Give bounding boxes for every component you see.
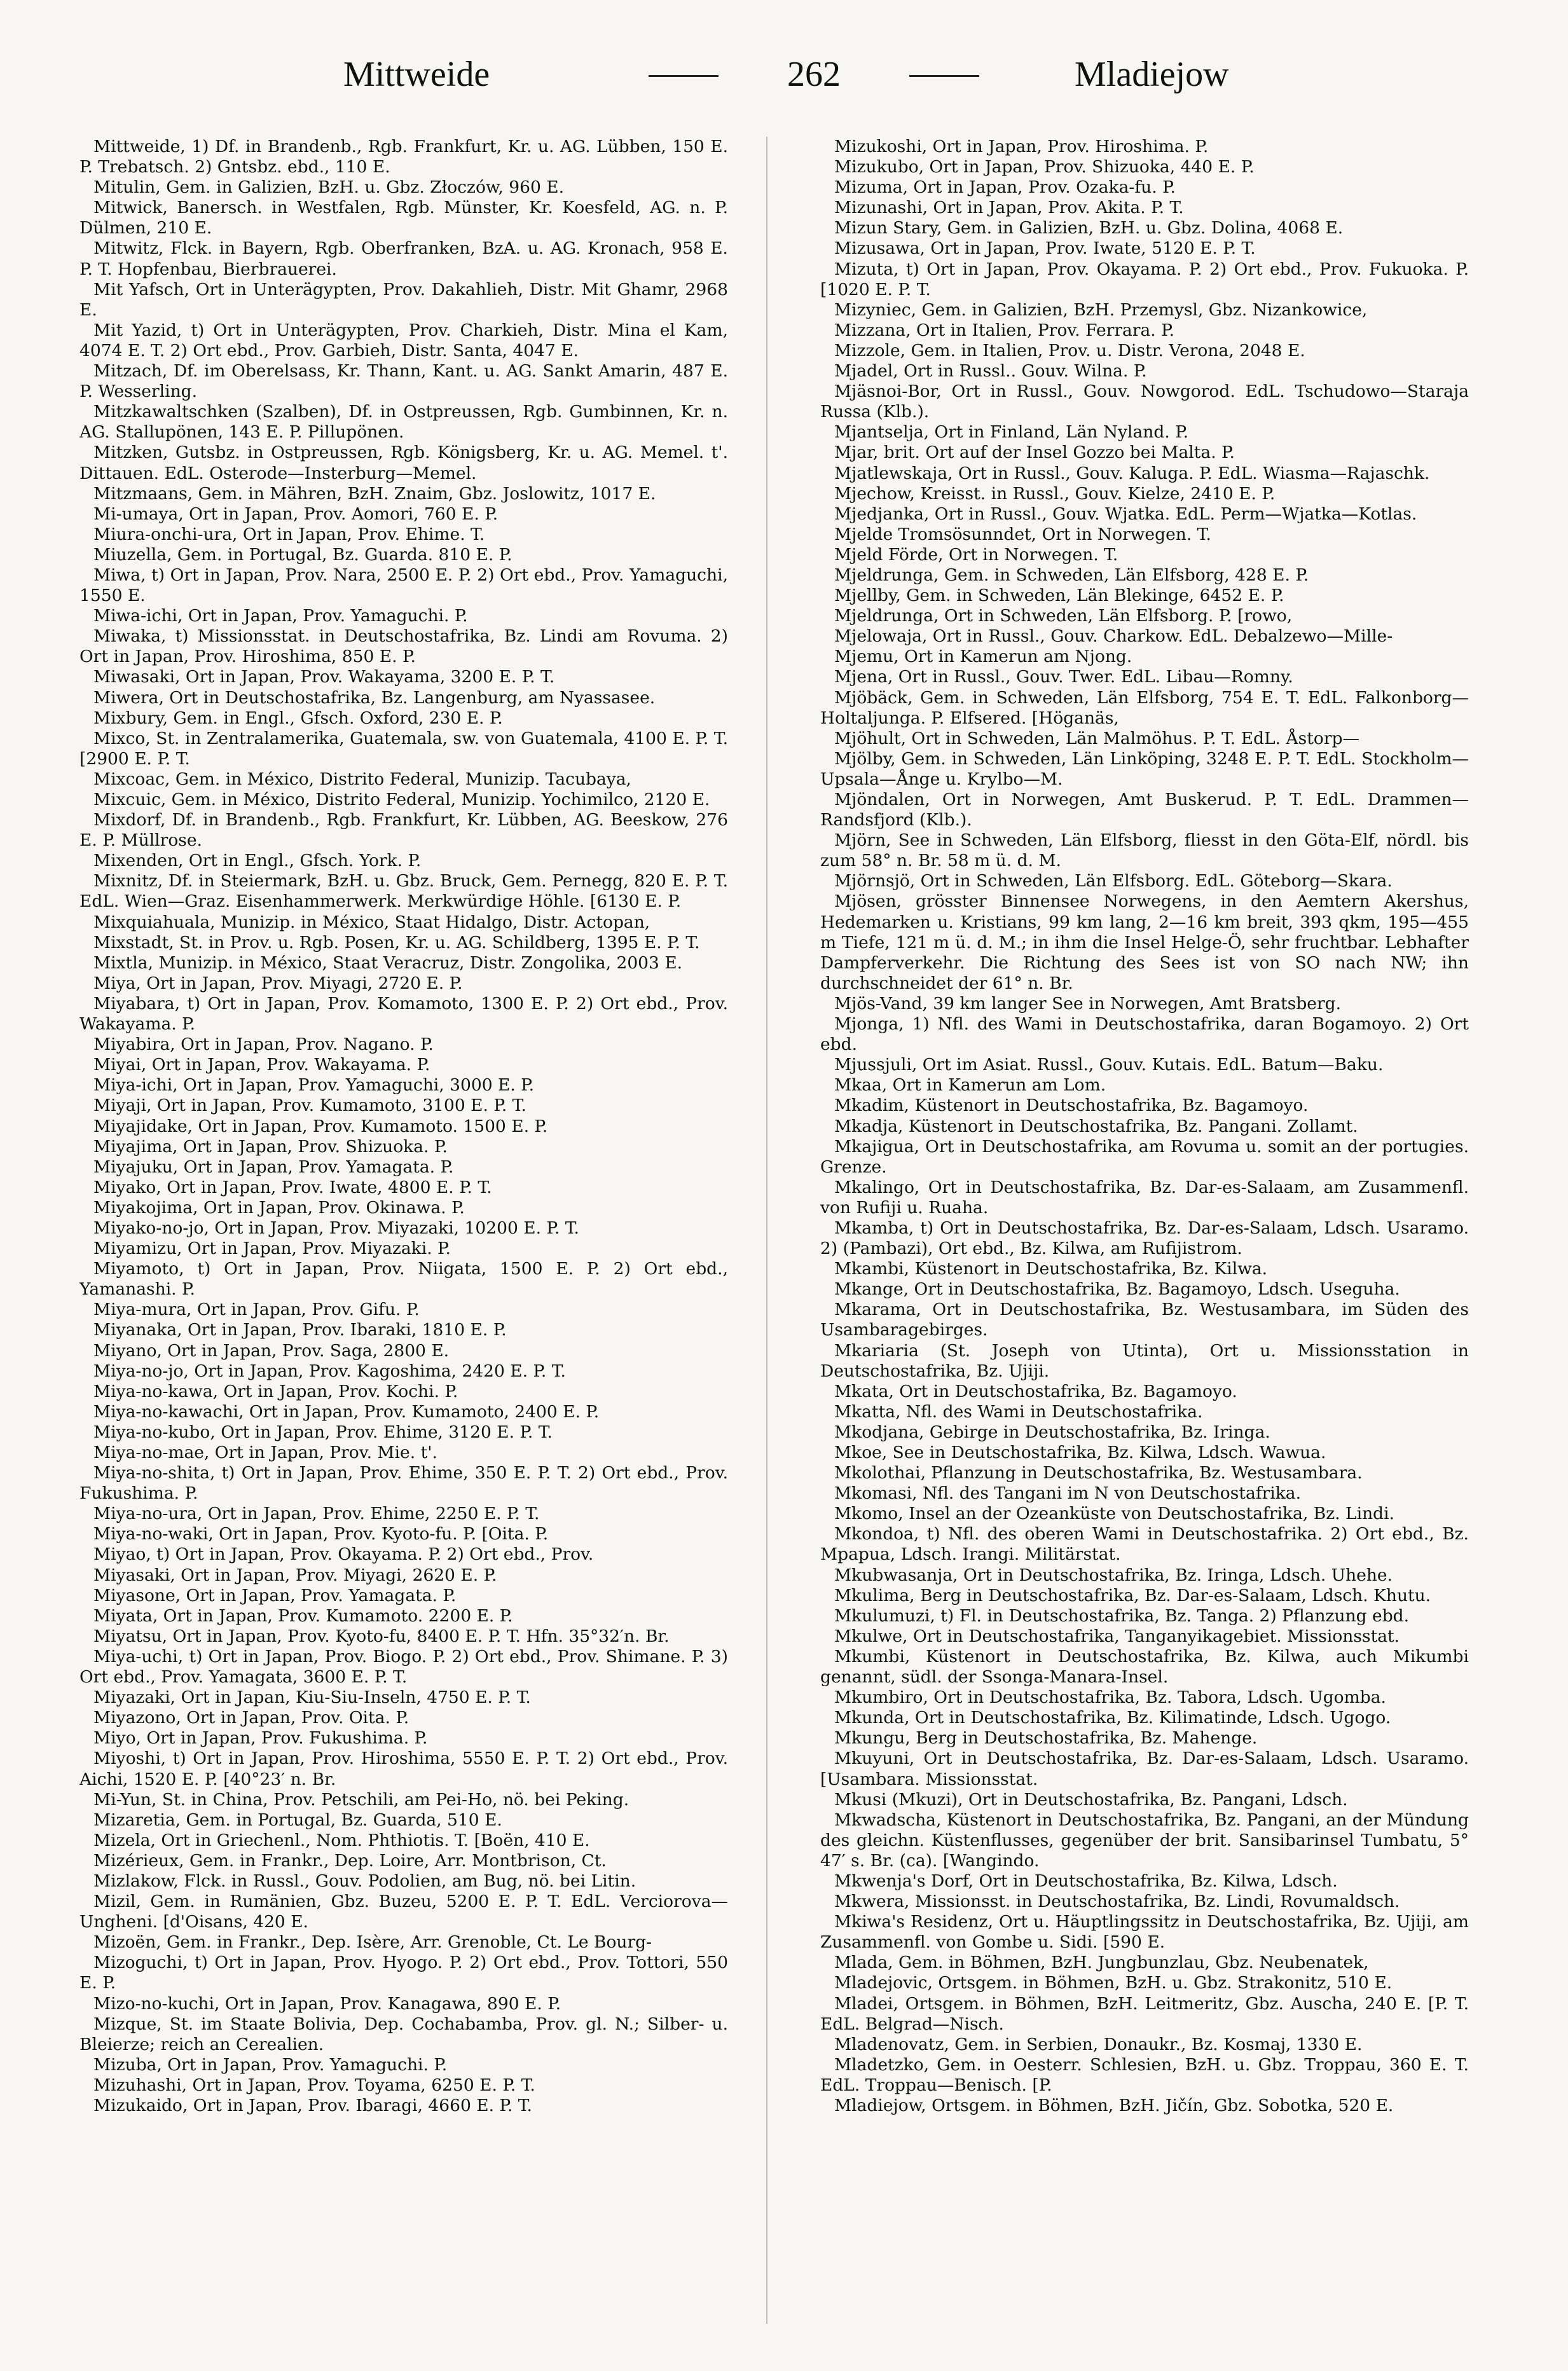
dictionary-entry: Mizaretia, Gem. in Portugal, Bz. Guarda, 510 E. xyxy=(93,1810,502,1830)
dictionary-entry: Mjeldrunga, Gem. in Schweden, Län Elfsborg, 428 E. P. xyxy=(834,565,1309,585)
dictionary-entry: Mjechow, Kreisst. in Russl., Gouv. Kielze, 2410 E. P. xyxy=(834,483,1276,504)
dictionary-entry: Mitwick, Banersch. in Westfalen, Rgb. Münster, Kr. Koesfeld, AG. n. P. Dülmen, 210 E. xyxy=(79,198,728,238)
dictionary-entry: Miura-onchi-ura, Ort in Japan, Prov. Ehime. T. xyxy=(93,524,485,544)
dictionary-entry: Miya-ichi, Ort in Japan, Prov. Yamaguchi, 3000 E. P. xyxy=(93,1075,535,1096)
dictionary-entry: Mixbury, Gem. in Engl., Gfsch. Oxford, 230 E. P. xyxy=(93,708,503,728)
dictionary-entry: Mitzmaans, Gem. in Mähren, BzH. Znaim, Gbz. Joslowitz, 1017 E. xyxy=(93,483,656,504)
dictionary-entry: Mitwitz, Flck. in Bayern, Rgb. Oberfranken, BzA. u. AG. Kronach, 958 E. P. T. Hopfenbau, Bierbrauerei. xyxy=(79,238,728,279)
dictionary-entry: Mizun Stary, Gem. in Galizien, BzH. u. Gbz. Dolina, 4068 E. xyxy=(834,218,1344,238)
dictionary-entry: Mjar, brit. Ort auf der Insel Gozzo bei Malta. P. xyxy=(834,443,1235,463)
column-divider xyxy=(766,137,767,2324)
dictionary-entry: Miyabara, t) Ort in Japan, Prov. Komamoto, 1300 E. P. 2) Ort ebd., Prov. Wakayama. P. xyxy=(79,993,728,1034)
dictionary-entry: Mjöhult, Ort in Schweden, Län Malmöhus. P. T. EdL. Åstorp— xyxy=(834,728,1359,748)
dictionary-entry: Miya, Ort in Japan, Prov. Miyagi, 2720 E. P. xyxy=(93,973,463,993)
dictionary-entry: Mkungu, Berg in Deutschostafrika, Bz. Mahenge. xyxy=(834,1728,1258,1749)
right-column xyxy=(820,137,1469,2324)
dictionary-entry: Miyasone, Ort in Japan, Prov. Yamagata. P. xyxy=(93,1585,457,1605)
dictionary-entry: Mkarama, Ort in Deutschostafrika, Bz. Westusambara, im Süden des Usambaragebirges. xyxy=(820,1300,1469,1340)
dictionary-entry: Mit Yazid, t) Ort in Unterägypten, Prov. Charkieh, Distr. Mina el Kam, 4074 E. T. 2) Ort ebd., Prov. Garbieh, Distr. Santa, 4047 E. xyxy=(79,320,728,361)
dictionary-entry: Mkalingo, Ort in Deutschostafrika, Bz. Dar-es-Salaam, am Zusammenfl. von Rufiji u. Ruaha. xyxy=(820,1177,1469,1218)
dictionary-entry: Mkwera, Missionsst. in Deutschostafrika, Bz. Lindi, Rovumaldsch. xyxy=(834,1892,1400,1912)
dictionary-entry: Miya-no-jo, Ort in Japan, Prov. Kagoshima, 2420 E. P. T. xyxy=(93,1361,566,1381)
dictionary-entry: Mkariaria (St. Joseph von Utinta), Ort u. Missionsstation in Deutschostafrika, Bz. Ujiji. xyxy=(820,1340,1469,1381)
dictionary-entry: Mkambi, Küstenort in Deutschostafrika, Bz. Kilwa. xyxy=(834,1259,1268,1279)
dictionary-entry: Miyamizu, Ort in Japan, Prov. Miyazaki. P. xyxy=(93,1239,451,1259)
dictionary-entry: Miyako-no-jo, Ort in Japan, Prov. Miyazaki, 10200 E. P. T. xyxy=(93,1218,579,1238)
dictionary-entry: Mjellby, Gem. in Schweden, Län Blekinge, 6452 E. P. xyxy=(834,586,1284,606)
dictionary-entry: Mi-Yun, St. in China, Prov. Petschili, am Pei-Ho, nö. bei Peking. xyxy=(93,1789,629,1810)
dictionary-entry: Miya-no-waki, Ort in Japan, Prov. Kyoto-fu. P. [Oita. P. xyxy=(93,1524,549,1544)
dictionary-entry: Miwa-ichi, Ort in Japan, Prov. Yamaguchi. P. xyxy=(93,606,468,626)
dictionary-entry: Mkulumuzi, t) Fl. in Deutschostafrika, Bz. Tanga. 2) Pflanzung ebd. xyxy=(834,1605,1410,1626)
page-number: 262 xyxy=(787,55,841,94)
dictionary-entry: Mkusi (Mkuzi), Ort in Deutschostafrika, Bz. Pangani, Ldsch. xyxy=(834,1789,1348,1810)
dictionary-entry: Mjussjuli, Ort im Asiat. Russl., Gouv. Kutais. EdL. Batum—Baku. xyxy=(834,1055,1384,1075)
dictionary-entry: Miyabira, Ort in Japan, Prov. Nagano. P. xyxy=(93,1034,434,1055)
dictionary-entry: Miyajima, Ort in Japan, Prov. Shizuoka. P. xyxy=(93,1136,448,1157)
dictionary-entry: Mkomasi, Nfl. des Tangani im N von Deutschostafrika. xyxy=(834,1483,1302,1504)
dictionary-entry: Miya-no-kawachi, Ort in Japan, Prov. Kumamoto, 2400 E. P. xyxy=(93,1401,600,1422)
dictionary-entry: Mizoguchi, t) Ort in Japan, Prov. Hyogo. P. 2) Ort ebd., Prov. Tottori, 550 E. P. xyxy=(79,1953,728,1993)
dictionary-entry: Miya-no-kubo, Ort in Japan, Prov. Ehime, 3120 E. P. T. xyxy=(93,1422,553,1442)
dictionary-entry: Mjelde Tromsösunndet, Ort in Norwegen. T. xyxy=(834,524,1211,544)
dictionary-entry: Mizukubo, Ort in Japan, Prov. Shizuoka, 440 E. P. xyxy=(834,157,1255,177)
dictionary-entry: Mizque, St. im Staate Bolivia, Dep. Cochabamba, Prov. gl. N.; Silber- u. Bleierze; reich an Cerealien. xyxy=(79,2014,728,2054)
dictionary-entry: Mizuba, Ort in Japan, Prov. Yamaguchi. P. xyxy=(93,2054,448,2075)
dictionary-entry: Mkondoa, t) Nfl. des oberen Wami in Deutschostafrika. 2) Ort ebd., Bz. Mpapua, Ldsch. Irangi. Militärstat. xyxy=(820,1524,1469,1565)
dictionary-entry: Mkaa, Ort in Kamerun am Lom. xyxy=(834,1075,1106,1096)
dictionary-entry: Mjöbäck, Gem. in Schweden, Län Elfsborg, 754 E. T. EdL. Falkonborg—Holtaljunga. P. Elfsered. [Höganäs, xyxy=(820,687,1469,728)
dictionary-entry: Mjedjanka, Ort in Russl., Gouv. Wjatka. EdL. Perm—Wjatka—Kotlas. xyxy=(834,504,1417,524)
dictionary-entry: Mjatlewskaja, Ort in Russl., Gouv. Kaluga. P. EdL. Wiasma—Rajaschk. xyxy=(834,463,1430,483)
dictionary-entry: Miya-no-mae, Ort in Japan, Prov. Mie. t'. xyxy=(93,1443,437,1462)
dictionary-entry: Miyata, Ort in Japan, Prov. Kumamoto. 2200 E. P. xyxy=(93,1605,513,1626)
dictionary-entry: Mlada, Gem. in Böhmen, BzH. Jungbunzlau, Gbz. Neubenatek, xyxy=(834,1953,1369,1973)
dictionary-entry: Mkuyuni, Ort in Deutschostafrika, Bz. Dar-es-Salaam, Ldsch. Usaramo. [Usambara. Missionsstat. xyxy=(820,1749,1469,1789)
dictionary-entry: Mit Yafsch, Ort in Unterägypten, Prov. Dakahlieh, Distr. Mit Ghamr, 2968 E. xyxy=(79,279,728,320)
dictionary-entry: Miwasaki, Ort in Japan, Prov. Wakayama, 3200 E. P. T. xyxy=(93,667,555,687)
dictionary-entry: Miyoshi, t) Ort in Japan, Prov. Hiroshima, 5550 E. P. T. 2) Ort ebd., Prov. Aichi, 1520 E. P. [40°23′ n. Br. xyxy=(79,1749,728,1789)
dictionary-entry: Mitzken, Gutsbz. in Ostpreussen, Rgb. Königsberg, Kr. u. AG. Memel. t'. Dittauen. EdL. Osterode—Insterburg—Memel. xyxy=(79,443,728,483)
dictionary-entry: Mizzana, Ort in Italien, Prov. Ferrara. P. xyxy=(834,320,1175,340)
dictionary-entry: Mladiejow, Ortsgem. in Böhmen, BzH. Jičín, Gbz. Sobotka, 520 E. xyxy=(834,2096,1394,2115)
dictionary-entry: Mjeldrunga, Ort in Schweden, Län Elfsborg. P. [rowo, xyxy=(834,606,1293,626)
dictionary-entry: Mitzach, Df. im Oberelsass, Kr. Thann, Kant. u. AG. Sankt Amarin, 487 E. P. Wesserling. xyxy=(79,361,728,402)
dictionary-entry: Miyajidake, Ort in Japan, Prov. Kumamoto. 1500 E. P. xyxy=(93,1116,548,1136)
dictionary-entry: Mjantselja, Ort in Finland, Län Nyland. P. xyxy=(834,422,1189,443)
dictionary-entry: Mizyniec, Gem. in Galizien, BzH. Przemysl, Gbz. Nizankowice, xyxy=(834,299,1368,320)
dictionary-entry: Mkadim, Küstenort in Deutschostafrika, Bz. Bagamoyo. xyxy=(834,1096,1309,1116)
dictionary-entry: Mittweide, 1) Df. in Brandenb., Rgb. Frankfurt, Kr. u. AG. Lübben, 150 E. P. Trebatsch. 2) Gntsbz. ebd., 110 E. xyxy=(79,137,728,177)
dictionary-entry: Mizuta, t) Ort in Japan, Prov. Okayama. P. 2) Ort ebd., Prov. Fukuoka. P. [1020 E. P. T. xyxy=(820,259,1469,299)
dictionary-entry: Miyano, Ort in Japan, Prov. Saga, 2800 E. xyxy=(93,1340,450,1361)
dictionary-entry: Mkange, Ort in Deutschostafrika, Bz. Bagamoyo, Ldsch. Useguha. xyxy=(834,1279,1400,1300)
dictionary-entry: Miyako, Ort in Japan, Prov. Iwate, 4800 E. P. T. xyxy=(93,1177,492,1197)
dictionary-entry: Mjonga, 1) Nfl. des Wami in Deutschostafrika, daran Bogamoyo. 2) Ort ebd. xyxy=(820,1014,1469,1055)
dictionary-entry: Miyanaka, Ort in Japan, Prov. Ibaraki, 1810 E. P. xyxy=(93,1320,507,1340)
dictionary-entry: Mixcuic, Gem. in México, Distrito Federal, Munizip. Yochimilco, 2120 E. xyxy=(93,790,710,809)
dictionary-entry: Miyasaki, Ort in Japan, Prov. Miyagi, 2620 E. P. xyxy=(93,1565,497,1585)
dictionary-entry: Mkiwa's Residenz, Ort u. Häuptlingssitz in Deutschostafrika, Bz. Ujiji, am Zusammenfl. von Gombe u. Sidi. [590 E. xyxy=(820,1912,1469,1953)
dictionary-entry: Mizukoshi, Ort in Japan, Prov. Hiroshima. P. xyxy=(834,137,1209,156)
dictionary-entry: Miyakojima, Ort in Japan, Prov. Okinawa. P. xyxy=(93,1197,465,1218)
dictionary-entry: Mi-umaya, Ort in Japan, Prov. Aomori, 760 E. P. xyxy=(93,504,499,524)
dictionary-entry: Mjörn, See in Schweden, Län Elfsborg, fliesst in den Göta-Elf, nördl. bis zum 58° n. Br. 58 m ü. d. M. xyxy=(820,830,1469,871)
dictionary-entry: Mizela, Ort in Griechenl., Nom. Phthiotis. T. [Boën, 410 E. xyxy=(93,1830,590,1850)
dictionary-entry: Mkodjana, Gebirge in Deutschostafrika, Bz. Iringa. xyxy=(834,1422,1270,1442)
dictionary-entry: Mkumbiro, Ort in Deutschostafrika, Bz. Tabora, Ldsch. Ugomba. xyxy=(834,1687,1386,1708)
dictionary-entry: Miyajuku, Ort in Japan, Prov. Yamagata. P. xyxy=(93,1157,454,1177)
dictionary-entry: Mizuhashi, Ort in Japan, Prov. Toyama, 6250 E. P. T. xyxy=(93,2075,535,2095)
dictionary-entry: Mixstadt, St. in Prov. u. Rgb. Posen, Kr. u. AG. Schildberg, 1395 E. P. T. xyxy=(93,932,700,952)
page-header xyxy=(0,46,1568,116)
dictionary-entry: Mixnitz, Df. in Steiermark, BzH. u. Gbz. Bruck, Gem. Pernegg, 820 E. P. T. EdL. Wien—Graz. Eisenhammerwerk. Merkwürdige Höhle. [6130 E. P. xyxy=(79,871,728,912)
dictionary-entry: Mjöndalen, Ort in Norwegen, Amt Buskerud. P. T. EdL. Drammen—Randsfjord (Klb.). xyxy=(820,790,1469,830)
dictionary-entry: Mkubwasanja, Ort in Deutschostafrika, Bz. Iringa, Ldsch. Uhehe. xyxy=(834,1565,1393,1585)
dictionary-entry: Mizusawa, Ort in Japan, Prov. Iwate, 5120 E. P. T. xyxy=(834,238,1256,259)
dictionary-entry: Mizérieux, Gem. in Frankr., Dep. Loire, Arr. Montbrison, Ct. xyxy=(93,1850,607,1871)
dictionary-entry: Mizuma, Ort in Japan, Prov. Ozaka-fu. P. xyxy=(834,177,1176,198)
dictionary-entry: Mjösen, grösster Binnensee Norwegens, in den Aemtern Akershus, Hedemarken u. Kristians, 99 km lang, 2—16 km breit, 393 qkm, 195—455 m Tiefe, 121 m ü. d. M.; in ihm die Insel Helge-Ö, sehr fruchtbar. Lebhafter Dampferverkehr. Die Richtung des Sees ist von SO nach NW; ihn durchschneidet der 61° n. Br. xyxy=(820,891,1469,993)
dictionary-entry: Mladenovatz, Gem. in Serbien, Donaukr., Bz. Kosmaj, 1330 E. xyxy=(834,2034,1363,2054)
dictionary-entry: Mizo-no-kuchi, Ort in Japan, Prov. Kanagawa, 890 E. P. xyxy=(93,1993,561,2014)
dictionary-entry: Mkomo, Insel an der Ozeanküste von Deutschostafrika, Bz. Lindi. xyxy=(834,1504,1395,1524)
header-rule-right xyxy=(909,75,979,77)
dictionary-entry: Mkatta, Nfl. des Wami in Deutschostafrika. xyxy=(834,1401,1203,1422)
dictionary-entry: Mkunda, Ort in Deutschostafrika, Bz. Kilimatinde, Ldsch. Ugogo. xyxy=(834,1708,1391,1728)
dictionary-entry: Mkulwe, Ort in Deutschostafrika, Tanganyikagebiet. Missionsstat. xyxy=(834,1626,1400,1646)
dictionary-entry: Mladejovic, Ortsgem. in Böhmen, BzH. u. Gbz. Strakonitz, 510 E. xyxy=(834,1973,1393,1993)
dictionary-entry: Mjäsnoi-Bor, Ort in Russl., Gouv. Nowgorod. EdL. Tschudowo—Staraja Russa (Klb.). xyxy=(820,381,1469,422)
dictionary-entry: Miuzella, Gem. in Portugal, Bz. Guarda. 810 E. P. xyxy=(93,544,512,565)
dictionary-entry: Mkumbi, Küstenort in Deutschostafrika, Bz. Kilwa, auch Mikumbi genannt, südl. der Ssonga-Manara-Insel. xyxy=(820,1646,1469,1687)
dictionary-entry: Mkulima, Berg in Deutschostafrika, Bz. Dar-es-Salaam, Ldsch. Khutu. xyxy=(834,1585,1431,1605)
dictionary-entry: Mixenden, Ort in Engl., Gfsch. York. P. xyxy=(93,851,422,871)
dictionary-entry: Mjemu, Ort in Kamerun am Njong. xyxy=(834,647,1132,667)
dictionary-entry: Miyai, Ort in Japan, Prov. Wakayama. P. xyxy=(93,1055,430,1075)
dictionary-entry: Mkadja, Küstenort in Deutschostafrika, Bz. Pangani. Zollamt. xyxy=(834,1116,1358,1136)
dictionary-entry: Mjös-Vand, 39 km langer See in Norwegen, Amt Bratsberg. xyxy=(834,993,1342,1014)
dictionary-entry: Mkajigua, Ort in Deutschostafrika, am Rovuma u. somit an der portugies. Grenze. xyxy=(820,1136,1469,1177)
dictionary-entry: Mitzkawaltschken (Szalben), Df. in Ostpreussen, Rgb. Gumbinnen, Kr. n. AG. Stallupönen, 143 E. P. Pillupönen. xyxy=(79,402,728,443)
dictionary-entry: Mjörnsjö, Ort in Schweden, Län Elfsborg. EdL. Göteborg—Skara. xyxy=(834,871,1393,891)
dictionary-entry: Mladetzko, Gem. in Oesterr. Schlesien, BzH. u. Gbz. Troppau, 360 E. T. EdL. Troppau—Benisch. [P. xyxy=(820,2054,1469,2095)
dictionary-entry: Miya-uchi, t) Ort in Japan, Prov. Biogo. P. 2) Ort ebd., Prov. Shimane. P. 3) Ort ebd., Prov. Yamagata, 3600 E. P. T. xyxy=(79,1646,728,1687)
dictionary-entry: Mkamba, t) Ort in Deutschostafrika, Bz. Dar-es-Salaam, Ldsch. Usaramo. 2) (Pambazi), Ort ebd., Bz. Kilwa, am Rufijistrom. xyxy=(820,1218,1469,1259)
dictionary-entry: Miyo, Ort in Japan, Prov. Fukushima. P. xyxy=(93,1728,428,1749)
dictionary-entry: Mjelowaja, Ort in Russl., Gouv. Charkow. EdL. Debalzewo—Mille- xyxy=(834,626,1393,647)
header-right-keyword: Mladiejow xyxy=(1075,55,1229,94)
dictionary-entry: Mixtla, Munizip. in México, Staat Veracruz, Distr. Zongolika, 2003 E. xyxy=(93,952,683,973)
dictionary-entry: Mixcoac, Gem. in México, Distrito Federal, Munizip. Tacubaya, xyxy=(93,769,631,789)
dictionary-entry: Mjeld Förde, Ort in Norwegen. T. xyxy=(834,544,1118,565)
dictionary-entry: Mladei, Ortsgem. in Böhmen, BzH. Leitmeritz, Gbz. Auscha, 240 E. [P. T. EdL. Belgrad—Nisch. xyxy=(820,1993,1469,2034)
dictionary-entry: Mizil, Gem. in Rumänien, Gbz. Buzeu, 5200 E. P. T. EdL. Verciorova—Ungheni. [d'Oisans, 420 E. xyxy=(79,1892,728,1932)
dictionary-entry: Miya-mura, Ort in Japan, Prov. Gifu. P. xyxy=(93,1300,420,1320)
dictionary-entry: Mkwadscha, Küstenort in Deutschostafrika, Bz. Pangani, an der Mündung des gleichn. Küstenflusses, gegenüber der brit. Sansibarinsel Tumbatu, 5° 47′ s. Br. (ca). [Wangindo. xyxy=(820,1810,1469,1871)
dictionary-entry: Mizlakow, Flck. in Russl., Gouv. Podolien, am Bug, nö. bei Litin. xyxy=(93,1871,636,1891)
dictionary-entry: Mizzole, Gem. in Italien, Prov. u. Distr. Verona, 2048 E. xyxy=(834,340,1305,361)
dictionary-entry: Miwaka, t) Missionsstat. in Deutschostafrika, Bz. Lindi am Rovuma. 2) Ort in Japan, Prov. Hiroshima, 850 E. P. xyxy=(79,626,728,667)
dictionary-entry: Mizunashi, Ort in Japan, Prov. Akita. P. T. xyxy=(834,198,1184,218)
header-left-keyword: Mittweide xyxy=(343,55,490,94)
dictionary-entry: Miyazaki, Ort in Japan, Kiu-Siu-Inseln, 4750 E. P. T. xyxy=(93,1687,531,1708)
dictionary-entry: Mjena, Ort in Russl., Gouv. Twer. EdL. Libau—Romny. xyxy=(834,667,1293,687)
dictionary-entry: Mjölby, Gem. in Schweden, Län Linköping, 3248 E. P. T. EdL. Stockholm—Upsala—Ånge u. Krylbo—M. xyxy=(820,748,1469,789)
dictionary-entry: Mixquiahuala, Munizip. in México, Staat Hidalgo, Distr. Actopan, xyxy=(93,912,650,932)
dictionary-entry: Mkolothai, Pflanzung in Deutschostafrika, Bz. Westusambara. xyxy=(834,1463,1363,1483)
dictionary-entry: Mizukaido, Ort in Japan, Prov. Ibaragi, 4660 E. P. T. xyxy=(93,2096,532,2115)
dictionary-entry: Miwa, t) Ort in Japan, Prov. Nara, 2500 E. P. 2) Ort ebd., Prov. Yamaguchi, 1550 E. xyxy=(79,565,728,606)
dictionary-entry: Miyamoto, t) Ort in Japan, Prov. Niigata, 1500 E. P. 2) Ort ebd., Yamanashi. P. xyxy=(79,1259,728,1300)
dictionary-entry: Miya-no-kawa, Ort in Japan, Prov. Kochi. P. xyxy=(93,1381,458,1401)
dictionary-entry: Mizoën, Gem. in Frankr., Dep. Isère, Arr. Grenoble, Ct. Le Bourg- xyxy=(93,1932,652,1953)
dictionary-entry: Mkoe, See in Deutschostafrika, Bz. Kilwa, Ldsch. Wawua. xyxy=(834,1443,1326,1462)
dictionary-entry: Mkwenja's Dorf, Ort in Deutschostafrika, Bz. Kilwa, Ldsch. xyxy=(834,1871,1338,1891)
dictionary-entry: Miya-no-shita, t) Ort in Japan, Prov. Ehime, 350 E. P. T. 2) Ort ebd., Prov. Fukushima. P. xyxy=(79,1463,728,1504)
dictionary-entry: Miya-no-ura, Ort in Japan, Prov. Ehime, 2250 E. P. T. xyxy=(93,1504,540,1524)
dictionary-entry: Mixco, St. in Zentralamerika, Guatemala, sw. von Guatemala, 4100 E. P. T. [2900 E. P. T. xyxy=(79,728,728,769)
dictionary-entry: Miyatsu, Ort in Japan, Prov. Kyoto-fu, 8400 E. P. T. Hfn. 35°32′n. Br. xyxy=(93,1626,670,1646)
dictionary-entry: Miyao, t) Ort in Japan, Prov. Okayama. P. 2) Ort ebd., Prov. xyxy=(93,1544,594,1565)
dictionary-entry: Mitulin, Gem. in Galizien, BzH. u. Gbz. Złoczów, 960 E. xyxy=(93,177,565,198)
dictionary-entry: Miwera, Ort in Deutschostafrika, Bz. Langenburg, am Nyassasee. xyxy=(93,687,656,708)
dictionary-entry: Miyaji, Ort in Japan, Prov. Kumamoto, 3100 E. P. T. xyxy=(93,1096,526,1116)
left-column xyxy=(79,137,728,2324)
header-rule-left xyxy=(649,75,719,77)
dictionary-entry: Miyazono, Ort in Japan, Prov. Oita. P. xyxy=(93,1708,409,1728)
dictionary-entry: Mkata, Ort in Deutschostafrika, Bz. Bagamoyo. xyxy=(834,1381,1237,1401)
dictionary-entry: Mixdorf, Df. in Brandenb., Rgb. Frankfurt, Kr. Lübben, AG. Beeskow, 276 E. P. Müllrose. xyxy=(79,810,728,851)
dictionary-entry: Mjadel, Ort in Russl.. Gouv. Wilna. P. xyxy=(834,361,1147,381)
